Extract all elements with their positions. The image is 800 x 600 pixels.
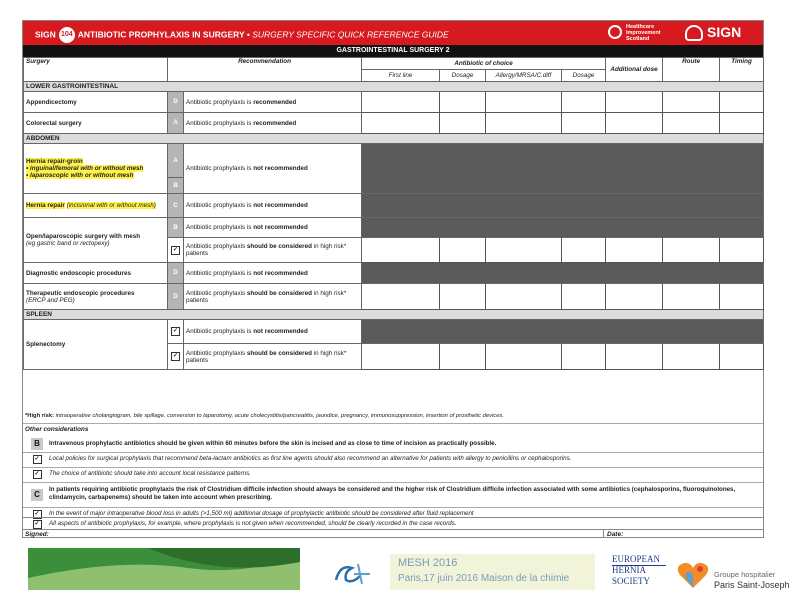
reference-table xyxy=(23,57,764,370)
sign-crest-icon xyxy=(685,25,703,41)
col-header-dosage: Dosage xyxy=(440,70,486,82)
divider xyxy=(603,529,604,538)
signed-label: Signed: xyxy=(25,531,49,538)
footer-banner xyxy=(0,540,800,600)
consideration-text: Intravenous prophylactic antibiotics should be given within 60 minutes before the skin is incised and as close to time of incision as practically possible. xyxy=(49,440,497,447)
title-bar xyxy=(23,21,763,45)
surgery-open-laparoscopic-mesh: Open/laparoscopic surgery with mesh (eg gastric band or rectopexy) xyxy=(24,218,168,263)
recommendation-text: Antibiotic prophylaxis should be considered in high risk* patients xyxy=(184,284,362,310)
consideration-text: In the event of major intraoperative blood loss in adults (>1,500 ml) additional dosage of prophylactic antibiotic should be considered after fluid replacement xyxy=(49,510,474,517)
surgery-appendicectomy: Appendicectomy xyxy=(24,92,168,113)
allergy-cell[interactable] xyxy=(486,344,562,370)
timing-cell[interactable] xyxy=(720,92,764,113)
col-header-surgery: Surgery xyxy=(24,58,168,82)
allergy-cell[interactable] xyxy=(486,113,562,134)
section-abdomen: ABDOMEN xyxy=(24,134,764,144)
grade-badge: D xyxy=(168,263,184,284)
first-line-cell[interactable] xyxy=(362,92,440,113)
allergy-cell[interactable] xyxy=(486,238,562,263)
sign-label: SIGN xyxy=(35,29,56,40)
timing-cell[interactable] xyxy=(720,238,764,263)
dosage-2-cell[interactable] xyxy=(562,113,606,134)
recommendation-text: Antibiotic prophylaxis is not recommended xyxy=(184,218,362,238)
additional-dose-cell[interactable] xyxy=(606,92,663,113)
route-cell[interactable] xyxy=(663,284,720,310)
sign-logo-text: SIGN xyxy=(707,24,742,40)
reference-table-wrap xyxy=(23,57,764,370)
dosage-cell[interactable] xyxy=(440,344,486,370)
good-practice-check-icon: ✓ xyxy=(34,511,40,517)
groupe-hospitalier-logo xyxy=(676,556,800,596)
col-header-timing: Timing xyxy=(720,58,764,82)
ehs-line2: HERNIA xyxy=(612,565,646,575)
grade-badge: A xyxy=(168,113,184,134)
good-practice-check-icon: ✓ xyxy=(34,521,40,527)
first-line-cell[interactable] xyxy=(362,344,440,370)
timing-cell[interactable] xyxy=(720,113,764,134)
mesh-title: MESH 2016 xyxy=(398,557,458,569)
green-wave-graphic xyxy=(28,548,300,590)
divider xyxy=(23,517,763,518)
other-considerations-title: Other considerations xyxy=(25,426,89,433)
dosage-cell[interactable] xyxy=(440,238,486,263)
col-header-allergy: Allergy/MRSA/C.diff xyxy=(486,70,562,82)
sign-number-badge: 104 xyxy=(59,27,75,43)
table-row xyxy=(24,320,764,344)
section-lower-gi: LOWER GASTROINTESTINAL xyxy=(24,82,764,92)
mesh-2016-banner xyxy=(390,554,595,590)
surgery-hernia-incisional: Hernia repair (incisional with or without mesh) xyxy=(24,194,168,218)
dosage-cell[interactable] xyxy=(440,284,486,310)
additional-dose-cell[interactable] xyxy=(606,113,663,134)
grade-badge: D xyxy=(168,284,184,310)
not-applicable-cell xyxy=(362,320,764,344)
not-applicable-cell xyxy=(362,263,764,284)
divider xyxy=(23,529,763,530)
recommendation-text: Antibiotic prophylaxis is not recommended xyxy=(184,144,362,194)
european-hernia-society-logo xyxy=(612,554,672,596)
recommendation-text: Antibiotic prophylaxis should be considered in high risk* patients xyxy=(184,344,362,370)
recommendation-text: Antibiotic prophylaxis is recommended xyxy=(184,113,362,134)
table-row xyxy=(24,144,764,178)
ehs-rule xyxy=(612,565,666,566)
route-cell[interactable] xyxy=(663,113,720,134)
allergy-cell[interactable] xyxy=(486,284,562,310)
subtitle-text: SURGERY SPECIFIC QUICK REFERENCE GUIDE xyxy=(252,29,449,40)
additional-dose-cell[interactable] xyxy=(606,284,663,310)
healthcare-improvement-scotland-logo xyxy=(608,23,668,43)
his-logo-line3: Scotland xyxy=(626,36,650,43)
document-title: SIGN 104 ANTIBIOTIC PROPHYLAXIS IN SURGERY • SURGERY SPECIFIC QUICK REFERENCE GUIDE xyxy=(35,27,449,43)
not-applicable-cell xyxy=(362,194,764,218)
surgery-therapeutic-endoscopic: Therapeutic endoscopic procedures (ERCP and PEG) xyxy=(24,284,168,310)
recommendation-text: Antibiotic prophylaxis is not recommended xyxy=(184,194,362,218)
table-row xyxy=(24,218,764,238)
recommendation-text: Antibiotic prophylaxis is recommended xyxy=(184,92,362,113)
groupe-text: Groupe hospitalier xyxy=(714,570,776,579)
surgery-hernia-groin: Hernia repair-groin • inguinal/femoral with or without mesh • laparoscopic with or without mesh xyxy=(24,144,168,194)
divider xyxy=(23,507,763,508)
dosage-cell[interactable] xyxy=(440,113,486,134)
psj-text: Paris Saint-Joseph xyxy=(714,580,790,590)
additional-dose-cell[interactable] xyxy=(606,238,663,263)
allergy-cell[interactable] xyxy=(486,92,562,113)
first-line-cell[interactable] xyxy=(362,284,440,310)
additional-dose-cell[interactable] xyxy=(606,344,663,370)
surgery-diagnostic-endoscopic: Diagnostic endoscopic procedures xyxy=(24,263,168,284)
grade-badge: C xyxy=(168,194,184,218)
good-practice-check-icon: ✓ xyxy=(168,320,184,344)
first-line-cell[interactable] xyxy=(362,238,440,263)
consideration-text: In patients requiring antibiotic prophylaxis the risk of Clostridium difficile infection should always be considered and the higher risk of Clostridium difficile infection associated with some antibiotics (cephalosporins, fluoroquinolones, clindamycin, carbapenems) should be taken into account when prescribing. xyxy=(49,486,736,501)
grade-badge: A xyxy=(168,144,184,178)
dosage-2-cell[interactable] xyxy=(562,344,606,370)
grade-badge: B xyxy=(168,218,184,238)
dosage-cell[interactable] xyxy=(440,92,486,113)
good-practice-check-icon: ✓ xyxy=(168,238,184,263)
high-risk-footnote: *High risk: intraoperative cholangiogram, bile spillage, conversion to laparotomy, acute cholecystitis/pancreatitis, jaundice, pregnancy, immunosuppression, insertion of prosthetic devices. xyxy=(25,413,504,419)
col-header-first-line: First line xyxy=(362,70,440,82)
consideration-text: All aspects of antibiotic prophylaxis, for example, where prophylaxis is not given when recommended, should be clearly recorded in the case records. xyxy=(49,520,457,527)
surgery-splenectomy: Splenectomy xyxy=(24,320,168,370)
recommendation-text: Antibiotic prophylaxis should be considered in high risk* patients xyxy=(184,238,362,263)
table-row xyxy=(24,92,764,113)
mesh-subtitle: Paris,17 juin 2016 Maison de la chimie xyxy=(398,573,570,584)
his-logo-icon xyxy=(608,25,622,39)
first-line-cell[interactable] xyxy=(362,113,440,134)
divider xyxy=(23,482,763,483)
col-header-additional-dose: Additional dose xyxy=(606,58,663,82)
divider xyxy=(23,423,763,424)
table-row xyxy=(24,263,764,284)
ehs-line1: EUROPEAN xyxy=(612,554,661,564)
col-header-antibiotic-of-choice: Antibiotic of choice xyxy=(362,58,606,70)
route-cell[interactable] xyxy=(663,238,720,263)
ehs-line3: SOCIETY xyxy=(612,576,650,586)
section-spleen: SPLEEN xyxy=(24,310,764,320)
quick-reference-sheet xyxy=(22,20,764,538)
grade-badge: B xyxy=(31,438,43,450)
grade-badge: C xyxy=(31,489,43,501)
dosage-2-cell[interactable] xyxy=(562,284,606,310)
surgery-colorectal: Colorectal surgery xyxy=(24,113,168,134)
recommendation-text: Antibiotic prophylaxis is not recommended xyxy=(184,320,362,344)
divider xyxy=(23,452,763,453)
dosage-2-cell[interactable] xyxy=(562,238,606,263)
good-practice-check-icon: ✓ xyxy=(168,344,184,370)
title-text: ANTIBIOTIC PROPHYLAXIS IN SURGERY xyxy=(77,29,245,40)
his-logo-line1: Healthcare xyxy=(626,24,655,30)
grade-badge: D xyxy=(168,92,184,113)
col-header-dosage-2: Dosage xyxy=(562,70,606,82)
not-applicable-cell xyxy=(362,144,764,194)
good-practice-check-icon: ✓ xyxy=(34,456,40,462)
his-logo-line2: Improvement xyxy=(626,30,661,37)
table-row xyxy=(24,284,764,310)
good-practice-check-icon: ✓ xyxy=(34,471,40,477)
route-cell[interactable] xyxy=(663,344,720,370)
date-label: Date: xyxy=(607,531,624,538)
col-header-route: Route xyxy=(663,58,720,82)
not-applicable-cell xyxy=(362,218,764,238)
timing-cell[interactable] xyxy=(720,284,764,310)
route-cell[interactable] xyxy=(663,92,720,113)
dosage-2-cell[interactable] xyxy=(562,92,606,113)
section-title-bar: GASTROINTESTINAL SURGERY 2 xyxy=(23,45,763,57)
divider xyxy=(23,467,763,468)
grade-badge: B xyxy=(168,178,184,194)
recommendation-text: Antibiotic prophylaxis is not recommended xyxy=(184,263,362,284)
table-row xyxy=(24,194,764,218)
ghz-logo xyxy=(330,558,380,588)
sign-logo xyxy=(685,24,757,42)
consideration-text: The choice of antibiotic should take into account local resistance patterns. xyxy=(49,470,251,477)
heart-icon xyxy=(676,560,710,590)
consideration-text: Local policies for surgical prophylaxis that recommend beta-lactam antibiotics as first line agents should also recommend an alternative for patients with allergy to penicillins or cephalosporins. xyxy=(49,455,572,462)
table-row xyxy=(24,113,764,134)
col-header-recommendation: Recommendation xyxy=(168,58,362,82)
timing-cell[interactable] xyxy=(720,344,764,370)
